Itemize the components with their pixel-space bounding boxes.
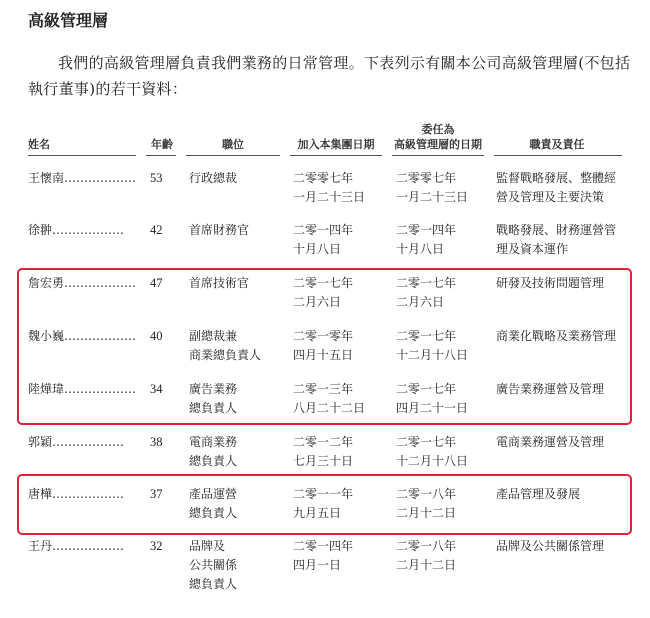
- join-date: 二零一七年: [293, 276, 354, 290]
- intro-paragraph: 我們的高級管理層負責我們業務的日常管理。下表列示有關本公司高級管理層(不包括執行董事)的若干資料：: [28, 54, 631, 98]
- header-appoint-date-line2: 高級管理層的日期: [394, 138, 482, 151]
- appoint-date: 二零零七年: [396, 171, 457, 185]
- appoint-date: 十月八日: [396, 242, 445, 256]
- person-age: 34: [150, 382, 163, 396]
- person-duties: 產品管理及發展: [496, 487, 581, 501]
- person-duties: 戰略發展、財務運營管: [496, 223, 617, 237]
- person-position: 廣告業務: [189, 382, 238, 396]
- join-date: 二零一零年: [293, 329, 354, 343]
- join-date: 二零一四年: [293, 223, 354, 237]
- person-position: 商業總負責人: [189, 348, 262, 362]
- person-position: 總負責人: [189, 577, 238, 591]
- person-name: 唐樺………………: [28, 487, 125, 501]
- appoint-date: 十二月十八日: [396, 454, 469, 468]
- header-position: 職位: [222, 138, 244, 151]
- person-duties: 廣告業務運營及管理: [496, 382, 605, 396]
- header-underline: [28, 155, 136, 156]
- header-underline: [494, 155, 622, 156]
- person-duties: 監督戰略發展、整體經: [496, 171, 617, 185]
- header-join-date: 加入本集團日期: [297, 138, 375, 151]
- join-date: 二零一二年: [293, 435, 354, 449]
- person-age: 32: [150, 539, 163, 553]
- join-date: 二零一三年: [293, 382, 354, 396]
- person-name: 王丹………………: [28, 539, 125, 553]
- person-position: 產品運營: [189, 487, 238, 501]
- join-date: 二零一四年: [293, 539, 354, 553]
- person-age: 40: [150, 329, 163, 343]
- person-age: 38: [150, 435, 163, 449]
- appoint-date: 四月二十一日: [396, 401, 469, 415]
- join-date: 二零一一年: [293, 487, 354, 501]
- person-duties: 商業化戰略及業務管理: [496, 329, 617, 343]
- person-position: 首席財務官: [189, 223, 250, 237]
- person-name: 陸燁瑋………………: [28, 382, 137, 396]
- person-name: 徐翀………………: [28, 223, 125, 237]
- person-duties: 電商業務運營及管理: [496, 435, 605, 449]
- join-date: 二月六日: [293, 295, 342, 309]
- appoint-date: 二零一七年: [396, 276, 457, 290]
- appoint-date: 二零一八年: [396, 539, 457, 553]
- header-duties: 職責及責任: [529, 138, 585, 151]
- person-age: 37: [150, 487, 163, 501]
- join-date: 四月一日: [293, 558, 342, 572]
- person-position: 電商業務: [189, 435, 238, 449]
- header-name: 姓名: [28, 138, 50, 151]
- person-position: 總負責人: [189, 506, 238, 520]
- person-duties: 研發及技術問題管理: [496, 276, 605, 290]
- join-date: 七月三十日: [293, 454, 354, 468]
- person-position: 行政總裁: [189, 171, 238, 185]
- appoint-date: 一月二十三日: [396, 190, 469, 204]
- person-name: 王懷南………………: [28, 171, 137, 185]
- join-date: 二零零七年: [293, 171, 354, 185]
- join-date: 十月八日: [293, 242, 342, 256]
- person-duties: 理及資本運作: [496, 242, 569, 256]
- person-position: 首席技術官: [189, 276, 250, 290]
- appoint-date: 二零一七年: [396, 382, 457, 396]
- person-name: 詹宏勇………………: [28, 276, 137, 290]
- person-age: 42: [150, 223, 163, 237]
- header-underline: [146, 155, 176, 156]
- person-position: 總負責人: [189, 401, 238, 415]
- header-underline: [392, 155, 484, 156]
- highlight-box: [17, 268, 632, 425]
- header-underline: [186, 155, 280, 156]
- join-date: 四月十五日: [293, 348, 354, 362]
- header-age: 年齡: [151, 138, 173, 151]
- person-age: 53: [150, 171, 163, 185]
- appoint-date: 二零一七年: [396, 435, 457, 449]
- person-position: 總負責人: [189, 454, 238, 468]
- person-position: 品牌及: [189, 539, 226, 553]
- header-underline: [290, 155, 382, 156]
- appoint-date: 二月十二日: [396, 558, 457, 572]
- join-date: 一月二十三日: [293, 190, 366, 204]
- appoint-date: 二零一四年: [396, 223, 457, 237]
- section-title: 高級管理層: [28, 11, 109, 30]
- person-position: 副總裁兼: [189, 329, 238, 343]
- person-duties: 品牌及公共關係管理: [496, 539, 605, 553]
- person-age: 47: [150, 276, 163, 290]
- person-name: 魏小巍………………: [28, 329, 137, 343]
- appoint-date: 二零一七年: [396, 329, 457, 343]
- appoint-date: 二月六日: [396, 295, 445, 309]
- highlight-box: [17, 474, 632, 535]
- join-date: 八月二十二日: [293, 401, 366, 415]
- person-position: 公共關係: [189, 558, 238, 572]
- appoint-date: 二零一八年: [396, 487, 457, 501]
- appoint-date: 二月十二日: [396, 506, 457, 520]
- appoint-date: 十二月十八日: [396, 348, 469, 362]
- header-appoint-date-line1: 委任為: [421, 123, 455, 136]
- join-date: 九月五日: [293, 506, 342, 520]
- person-duties: 營及管理及主要決策: [496, 190, 605, 204]
- person-name: 郭穎………………: [28, 435, 125, 449]
